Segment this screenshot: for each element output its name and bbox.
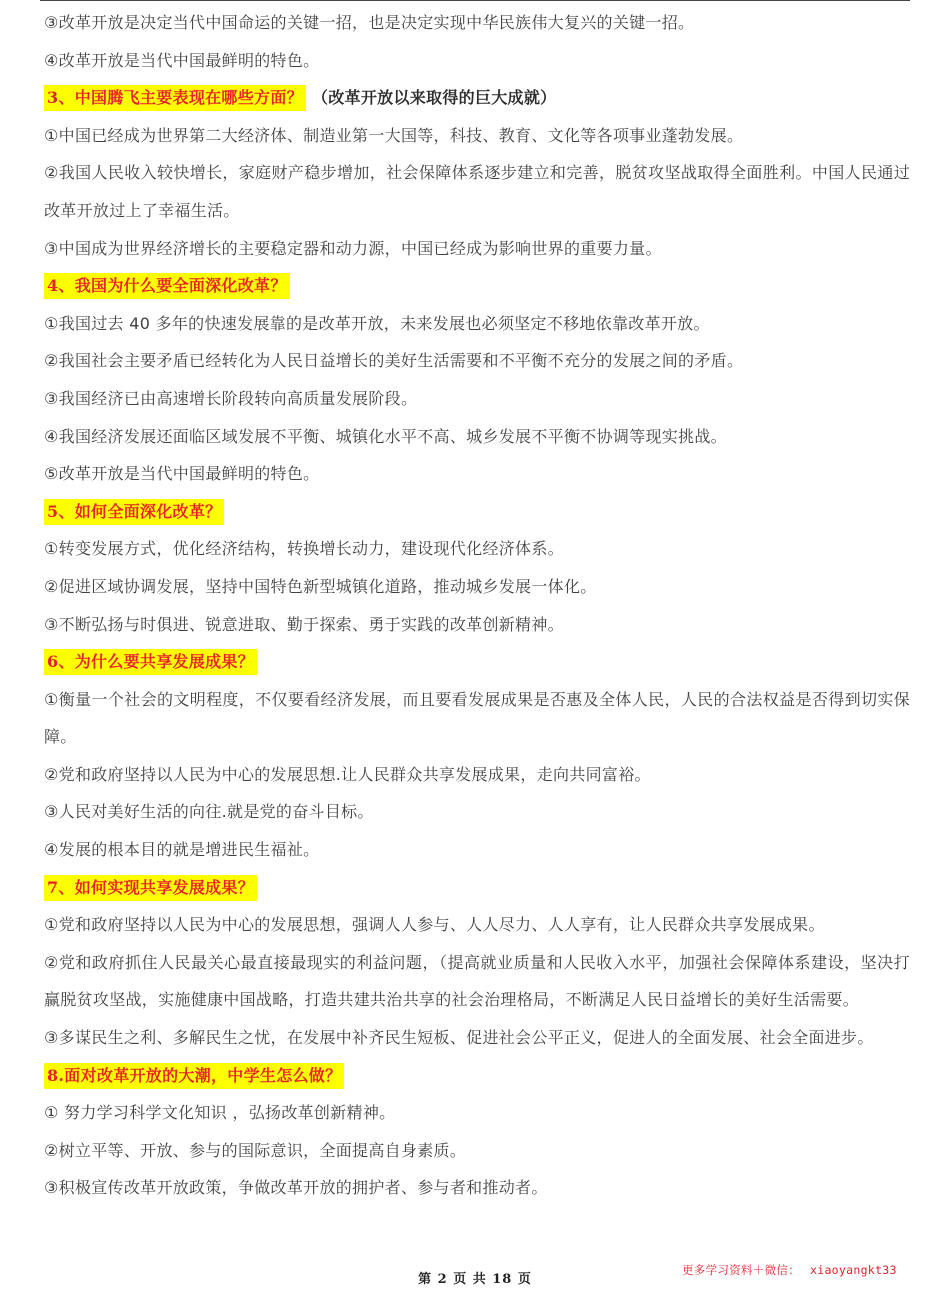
heading-highlight: 4、我国为什么要全面深化改革？ <box>44 273 290 299</box>
paragraph: ①我国过去 40 多年的快速发展靠的是改革开放，未来发展也必须坚定不移地依靠改革开放。 <box>44 313 710 333</box>
heading-note: （改革开放以来取得的巨大成就） <box>311 88 557 108</box>
paragraph: ③积极宣传改革开放政策，争做改革开放的拥护者、参与者和推动者。 <box>44 1178 548 1198</box>
heading-highlight: 6、为什么要共享发展成果？ <box>44 649 257 675</box>
section-heading <box>44 643 910 681</box>
paragraph: ①转变发展方式，优化经济结构，转换增长动力，建设现代化经济体系。 <box>44 539 564 559</box>
paragraph: ③人民对美好生活的向往.就是党的奋斗目标。 <box>44 802 374 822</box>
heading-highlight: 5、如何全面深化改革？ <box>44 499 224 525</box>
paragraph: ④我国经济发展还面临区域发展不平衡、城镇化水平不高、城乡发展不平衡不协调等现实挑战。 <box>44 426 727 446</box>
paragraph: ①党和政府坚持以人民为中心的发展思想，强调人人参与、人人尽力、人人享有，让人民群众共享发展成果。 <box>44 915 825 935</box>
section-heading <box>44 1057 910 1095</box>
paragraph: ④改革开放是当代中国最鲜明的特色。 <box>44 50 320 70</box>
section-heading <box>44 869 910 907</box>
paragraph: ③我国经济已由高速增长阶段转向高质量发展阶段。 <box>44 388 418 408</box>
paragraph: ①衡量一个社会的文明程度，不仅要看经济发展，而且要看发展成果是否惠及全体人民，人民的合法权益是否得到切实保障。 <box>44 689 910 747</box>
top-rule <box>40 0 910 1</box>
section-heading <box>44 493 910 531</box>
heading-highlight: 8.面对改革开放的大潮，中学生怎么做？ <box>44 1063 344 1089</box>
paragraph: ⑤改革开放是当代中国最鲜明的特色。 <box>44 464 320 484</box>
paragraph: ③多谋民生之利、多解民生之忧，在发展中补齐民生短板、促进社会公平正义，促进人的全面发展、社会全面进步。 <box>44 1028 874 1048</box>
section-heading <box>44 267 910 305</box>
heading-highlight: 3、中国腾飞主要表现在哪些方面？ <box>44 85 306 111</box>
document-body <box>44 4 910 1207</box>
paragraph: ①中国已经成为世界第二大经济体、制造业第一大国等，科技、教育、文化等各项事业蓬勃发展。 <box>44 125 744 145</box>
paragraph: ②树立平等、开放、参与的国际意识，全面提高自身素质。 <box>44 1140 467 1160</box>
paragraph: ②促进区域协调发展，坚持中国特色新型城镇化道路，推动城乡发展一体化。 <box>44 576 597 596</box>
paragraph: ③不断弘扬与时俱进、锐意进取、勤于探索、勇于实践的改革创新精神。 <box>44 614 564 634</box>
paragraph: ③中国成为世界经济增长的主要稳定器和动力源，中国已经成为影响世界的重要力量。 <box>44 238 662 258</box>
paragraph: ④发展的根本目的就是增进民生福祉。 <box>44 840 320 860</box>
paragraph: ③改革开放是决定当代中国命运的关键一招，也是决定实现中华民族伟大复兴的关键一招。 <box>44 13 695 32</box>
page-number: 第 2 页 共 18 页 <box>418 1272 532 1287</box>
paragraph: ②我国社会主要矛盾已经转化为人民日益增长的美好生活需要和不平衡不充分的发展之间的矛盾。 <box>44 351 744 371</box>
paragraph: ②党和政府坚持以人民为中心的发展思想.让人民群众共享发展成果，走向共同富裕。 <box>44 764 651 784</box>
promo-label: 更多学习资料＋微信： <box>682 1263 800 1277</box>
paragraph: ②党和政府抓住人民最关心最直接最现实的利益问题，（提高就业质量和人民收入水平，加强社会保障体系建设，坚决打赢脱贫攻坚战，实施健康中国战略，打造共建共治共享的社会治理格局，不断满足人民日益增长的美好生活需要。 <box>44 952 910 1010</box>
paragraph: ②我国人民收入较快增长，家庭财产稳步增加，社会保障体系逐步建立和完善，脱贫攻坚战取得全面胜利。中国人民通过改革开放过上了幸福生活。 <box>44 163 910 220</box>
section-heading <box>44 79 910 117</box>
paragraph: ① 努力学习科学文化知识 ，弘扬改革创新精神。 <box>44 1103 396 1123</box>
wechat-id: xiaoyangkt33 <box>810 1263 897 1277</box>
heading-highlight: 7、如何实现共享发展成果？ <box>44 875 257 901</box>
